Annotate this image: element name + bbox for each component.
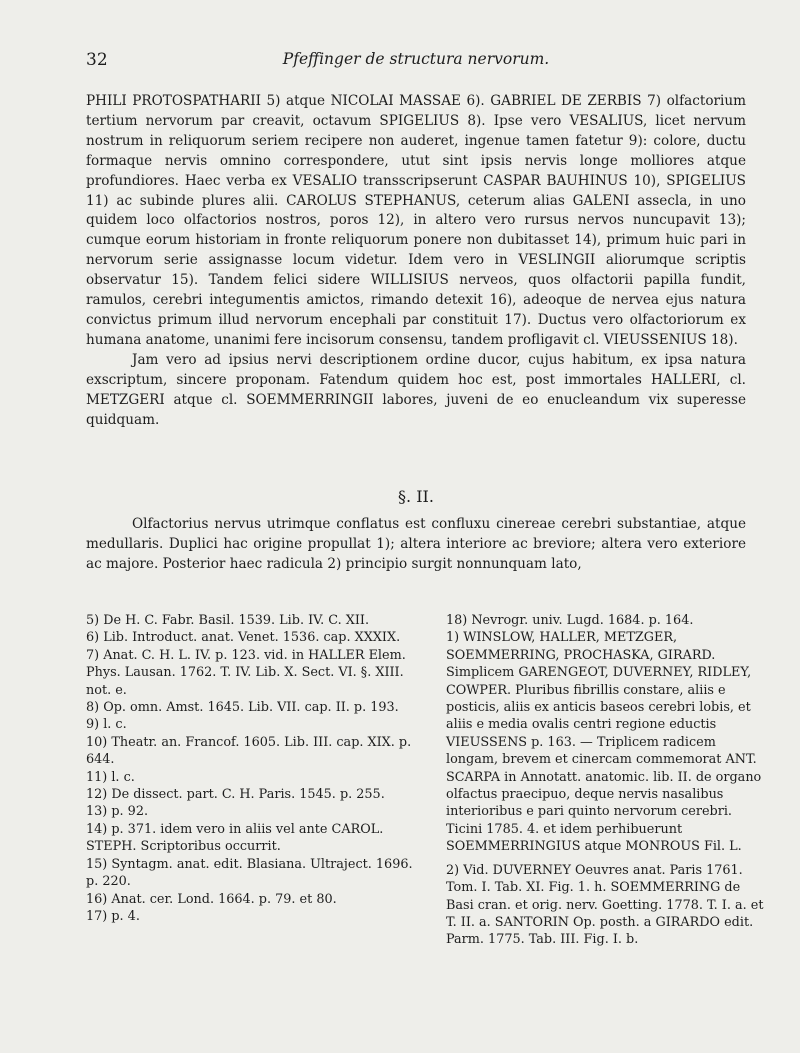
paragraph-2: Jam vero ad ipsius nervi descriptionem ordine ducor, cujus habitum, ex ipsa natura exscriptum, sincere proponam. Fatendum quidem hoc est, post immortales HALLERI, cl. METZGERI atque cl. SOEMMERRINGII labores, juveni de eo enucleandum vix superesse quidquam. xyxy=(86,351,746,428)
footnote: 16) Anat. cer. Lond. 1664. p. 79. et 80. xyxy=(86,891,337,907)
section-text xyxy=(86,515,746,575)
footnote: 17) p. 4. xyxy=(86,908,140,924)
footnote: 18) Nevrogr. univ. Lugd. 1684. p. 164. xyxy=(446,613,694,628)
footnote: 6) Lib. Introduct. anat. Venet. 1536. cap. XXXIX. xyxy=(86,630,401,646)
footnote: 11) l. c. xyxy=(86,769,135,785)
footnote: 12) De dissect. part. C. H. Paris. 1545. p. 255. xyxy=(86,787,385,803)
footnote: 8) Op. omn. Amst. 1645. Lib. VII. cap. II. p. 193. xyxy=(86,700,399,716)
footnote: 13) p. 92. xyxy=(86,804,149,820)
footnote: 9) l. c. xyxy=(86,717,127,733)
running-header xyxy=(86,50,746,76)
footnote: 15) Syntagm. anat. edit. Blasiana. Ultraject. 1696. p. 220. xyxy=(86,856,413,890)
paragraph-1: PHILI PROTOSPATHARII 5) atque NICOLAI MASSAE 6). GABRIEL DE ZERBIS 7) olfactorium tertium nervorum par creavit, octavum SPIGELIUS 8). Ipse vero VESALIUS, licet nervum nostrum in reliquorum seriem recipere non auderet, ingenue tamen fatetur 9): colore, ductu formaque nervis omnino correspondere, utut sint ipsis nervis longe molliores atque profundiores. Haec verba ex VESALIO transscripserunt CASPAR BAUHINUS 10), SPIGELIUS 11) ac subinde plures alii. CAROLUS STEPHANUS, ceterum alias GALENI assecla, in uno quidem loco olfactorios nostros, poros 12), in altero vero rursus nervos nuncupavit 13); cumque eorum historiam in fronte reliquorum ponere non dubitasset 14), primum huic pari in nervorum serie assignasse locum videtur. Idem vero in VESLINGII aliorumque scriptis observatur 15). Tandem felici sidere WILLISIUS nerveos, quos olfactorii papilla fundit, ramulos, cerebri integumentis amictos, rimando detexit 16), adeoque de nervea ejus natura convictus primum illud nervorum encephali par constituit 17). Ductus vero olfactoriorum ex humana anatome, unanimi fere incisorum consensu, tandem profligavit cl. VIEUSSENIUS 18). xyxy=(86,93,746,348)
footnote: 10) Theatr. an. Francof. 1605. Lib. III. cap. XIX. p. 644. xyxy=(86,734,412,768)
page-number: 32 xyxy=(86,50,108,70)
section-paragraph: Olfactorius nervus utrimque conflatus est confluxu cinereae cerebri substantiae, atque medullaris. Duplici hac origine propullat 1); altera interiore ac breviore; altera vero exteriore ac majore. Posterior haec radicula 2) principio surgit nonnunquam lato, xyxy=(86,516,746,572)
footnotes-left xyxy=(86,612,416,925)
footnote: 2) Vid. DUVERNEY Oeuvres anat. Paris 1761. Tom. I. Tab. XI. Fig. 1. h. SOEMMERRING de Basi cran. et orig. nerv. Goetting. 1778. T. I. a. et T. II. a. SANTORIN Op. posth. a GIRARDO edit. Parm. 1775. Tab. III. Fig. I. b. xyxy=(446,862,764,948)
footnote: 14) p. 371. idem vero in aliis vel ante CAROL. STEPH. Scriptoribus occurrit. xyxy=(86,821,384,855)
section-heading: §. II. xyxy=(398,487,434,506)
footnote: 7) Anat. C. H. L. IV. p. 123. vid. in HALLER Elem. Phys. Lausan. 1762. T. IV. Lib. X. Sect. VI. §. XIII. not. e. xyxy=(86,647,406,698)
main-text xyxy=(86,92,746,430)
footnote: 5) De H. C. Fabr. Basil. 1539. Lib. IV. C. XII. xyxy=(86,613,370,628)
running-title: Pfeffinger de structura nervorum. xyxy=(282,50,550,68)
footnotes-right xyxy=(446,612,766,949)
footnote: 1) WINSLOW, HALLER, METZGER, SOEMMERRING, PROCHASKA, GIRARD. Simplicem GARENGEOT, DUVERNEY, RIDLEY, COWPER. Pluribus fibrillis constare, aliis e posticis, aliis ex anticis baseos cerebri lobis, et aliis e media ovalis centri regione eductis VIEUSSENS p. 163. — Triplicem radicem longam, brevem et cinercam commemorat ANT. SCARPA in Annotatt. anatomic. lib. II. de organo olfactus praecipuo, deque nervis nasalibus interioribus e pari quinto nervorum cerebri. Ticini 1785. 4. et idem perhibuerunt SOEMMERRINGIUS atque MONROUS Fil. L. xyxy=(446,630,762,855)
